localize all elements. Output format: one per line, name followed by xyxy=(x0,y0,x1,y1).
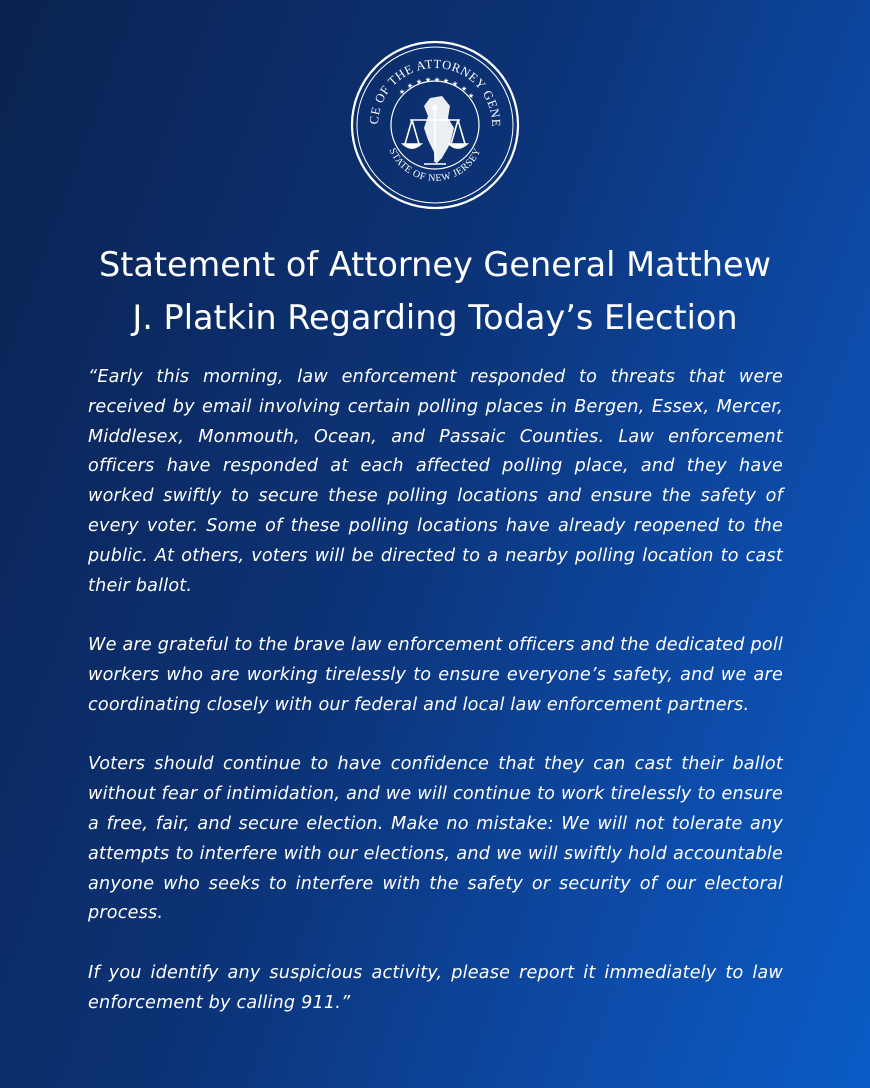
title-line-1: Statement of Attorney General Matthew xyxy=(98,245,772,284)
svg-text:★: ★ xyxy=(398,88,406,96)
seal-icon xyxy=(350,40,520,210)
attorney-general-seal xyxy=(350,40,520,210)
svg-text:★: ★ xyxy=(442,77,450,85)
svg-text:★: ★ xyxy=(460,85,468,93)
svg-text:★: ★ xyxy=(424,76,432,84)
paragraph-4: If you identify any suspicious activity, please report it immediately to law enforcement by calling 911.” xyxy=(88,962,783,1013)
paragraph-3: Voters should continue to have confidence that they can cast their ballot without fear of intimidation, and we will continue to work tirelessly to ensure a free, fair, and secure election. Make no mistake: We will not tolerate any attempts to interfere with our elections, and we will swiftly hold accountable anyone who seeks to interfere with the safety or security of our electoral process. xyxy=(88,754,783,924)
svg-text:★: ★ xyxy=(433,76,441,84)
svg-text:★: ★ xyxy=(415,78,423,86)
statement-body xyxy=(88,363,783,1019)
seal-top-text: CE OF THE ATTORNEY GENE xyxy=(366,56,504,128)
paragraph-1: “Early this morning, law enforcement responded to threats that were received by email involving certain polling places in Bergen, Essex, Mercer, Middlesex, Monmouth, Ocean, and Passaic Counties. Law enforcement officers have responded at each affected polling place, and they have worked swiftly to secure these polling locations and ensure the safety of every voter. Some of these polling locations have already reopened to the public. At others, voters will be directed to a nearby polling location to cast their ballot. xyxy=(88,367,783,596)
svg-text:★: ★ xyxy=(406,82,414,90)
paragraph-2: We are grateful to the brave law enforcement officers and the dedicated poll workers who are working tirelessly to ensure everyone’s safety, and we are coordinating closely with our federal and local law enforcement partners. xyxy=(88,635,783,715)
seal-bottom-text: STATE OF NEW JERSEY xyxy=(386,146,484,185)
title-line-2: J. Platkin Regarding Today’s Election xyxy=(132,298,738,337)
svg-text:★: ★ xyxy=(467,92,475,100)
page-title xyxy=(40,238,830,344)
svg-text:★: ★ xyxy=(451,80,459,88)
